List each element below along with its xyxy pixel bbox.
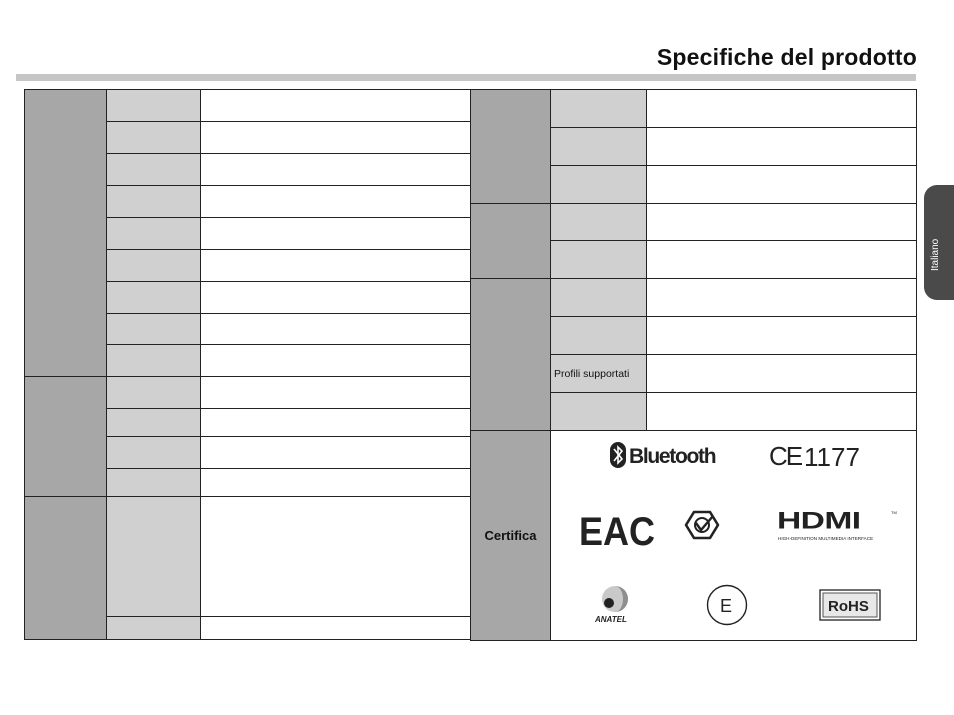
category-certification: Certifica — [471, 431, 551, 641]
spec-value — [647, 90, 917, 128]
spec-label — [551, 279, 647, 317]
spec-table-right — [470, 89, 917, 641]
spec-label — [106, 409, 200, 437]
e-mark-logo — [704, 584, 750, 631]
eac-logo — [579, 507, 656, 555]
anatel-logo — [593, 585, 637, 628]
rohs-logo — [819, 589, 881, 626]
spec-label — [551, 166, 647, 204]
category-cell — [25, 497, 107, 640]
ce-number: 1177 — [804, 442, 860, 472]
hdmi-logo — [777, 509, 901, 548]
spec-value — [647, 355, 917, 393]
spec-label — [106, 154, 200, 186]
language-tab-label: Italiano — [930, 238, 941, 271]
hdmi-text: HDMI — [777, 508, 861, 535]
spec-label — [106, 122, 200, 154]
spec-label — [106, 218, 200, 250]
spec-label — [551, 393, 647, 431]
spec-value — [200, 122, 470, 154]
spec-label — [106, 437, 200, 469]
ce-icon — [769, 441, 871, 471]
spec-value — [200, 437, 470, 469]
e-mark-icon — [704, 584, 750, 626]
spec-label — [106, 186, 200, 218]
spec-value — [200, 250, 470, 282]
anatel-text: ANATEL — [595, 615, 627, 624]
spec-label-profiles: Profili supportati — [551, 355, 647, 393]
spec-value — [200, 90, 470, 122]
spec-label — [551, 241, 647, 279]
spec-label — [106, 377, 200, 409]
spec-label — [551, 317, 647, 355]
category-cell — [471, 90, 551, 204]
spec-value — [647, 393, 917, 431]
hdmi-tagline: HIGH-DEFINITION MULTIMEDIA INTERFACE — [778, 536, 874, 541]
spec-value — [647, 128, 917, 166]
spec-value — [647, 204, 917, 241]
spec-value — [647, 166, 917, 204]
category-cell — [471, 279, 551, 431]
spec-value — [200, 409, 470, 437]
spec-label — [106, 469, 200, 497]
e-mark-text: E — [720, 596, 733, 616]
spec-value — [200, 218, 470, 250]
spec-value — [200, 282, 470, 314]
spec-label — [106, 90, 200, 122]
spec-value — [200, 314, 470, 345]
spec-value — [647, 241, 917, 279]
spec-value — [200, 377, 470, 409]
certification-logos — [551, 431, 916, 640]
spec-label — [106, 282, 200, 314]
eac-text: EAC — [579, 510, 656, 555]
spec-label — [106, 497, 200, 617]
ce-text: CE — [769, 441, 802, 471]
hdmi-icon — [777, 509, 901, 543]
rcm-logo — [684, 509, 720, 546]
spec-value — [647, 279, 917, 317]
bluetooth-text: Bluetooth — [629, 445, 716, 468]
bluetooth-icon — [609, 441, 721, 469]
spec-label — [551, 128, 647, 166]
category-cell — [25, 377, 107, 497]
category-cell — [471, 204, 551, 279]
certification-logos-cell — [551, 431, 917, 641]
spec-label — [106, 250, 200, 282]
spec-value — [200, 469, 470, 497]
spec-value — [200, 186, 470, 218]
spec-value — [200, 617, 470, 640]
page-title: Specifiche del prodotto — [656, 44, 917, 70]
spec-label — [106, 617, 200, 640]
spec-label — [551, 90, 647, 128]
spec-label — [106, 345, 200, 377]
spec-value — [200, 497, 470, 617]
rcm-check-icon — [684, 509, 720, 541]
spec-label — [551, 204, 647, 241]
rohs-text: RoHS — [828, 598, 869, 615]
anatel-globe-icon — [593, 585, 637, 623]
spec-value — [647, 317, 917, 355]
svg-text:TM: TM — [891, 510, 897, 515]
spec-label — [106, 314, 200, 345]
ce-mark-logo — [769, 441, 871, 476]
spec-value — [200, 154, 470, 186]
bluetooth-logo — [609, 441, 721, 474]
language-tab[interactable] — [924, 185, 954, 300]
category-cell — [25, 90, 107, 377]
rohs-icon — [819, 589, 881, 621]
eac-icon — [579, 507, 656, 555]
spec-value — [200, 345, 470, 377]
header-rule — [16, 74, 916, 81]
spec-table-left — [24, 89, 471, 640]
